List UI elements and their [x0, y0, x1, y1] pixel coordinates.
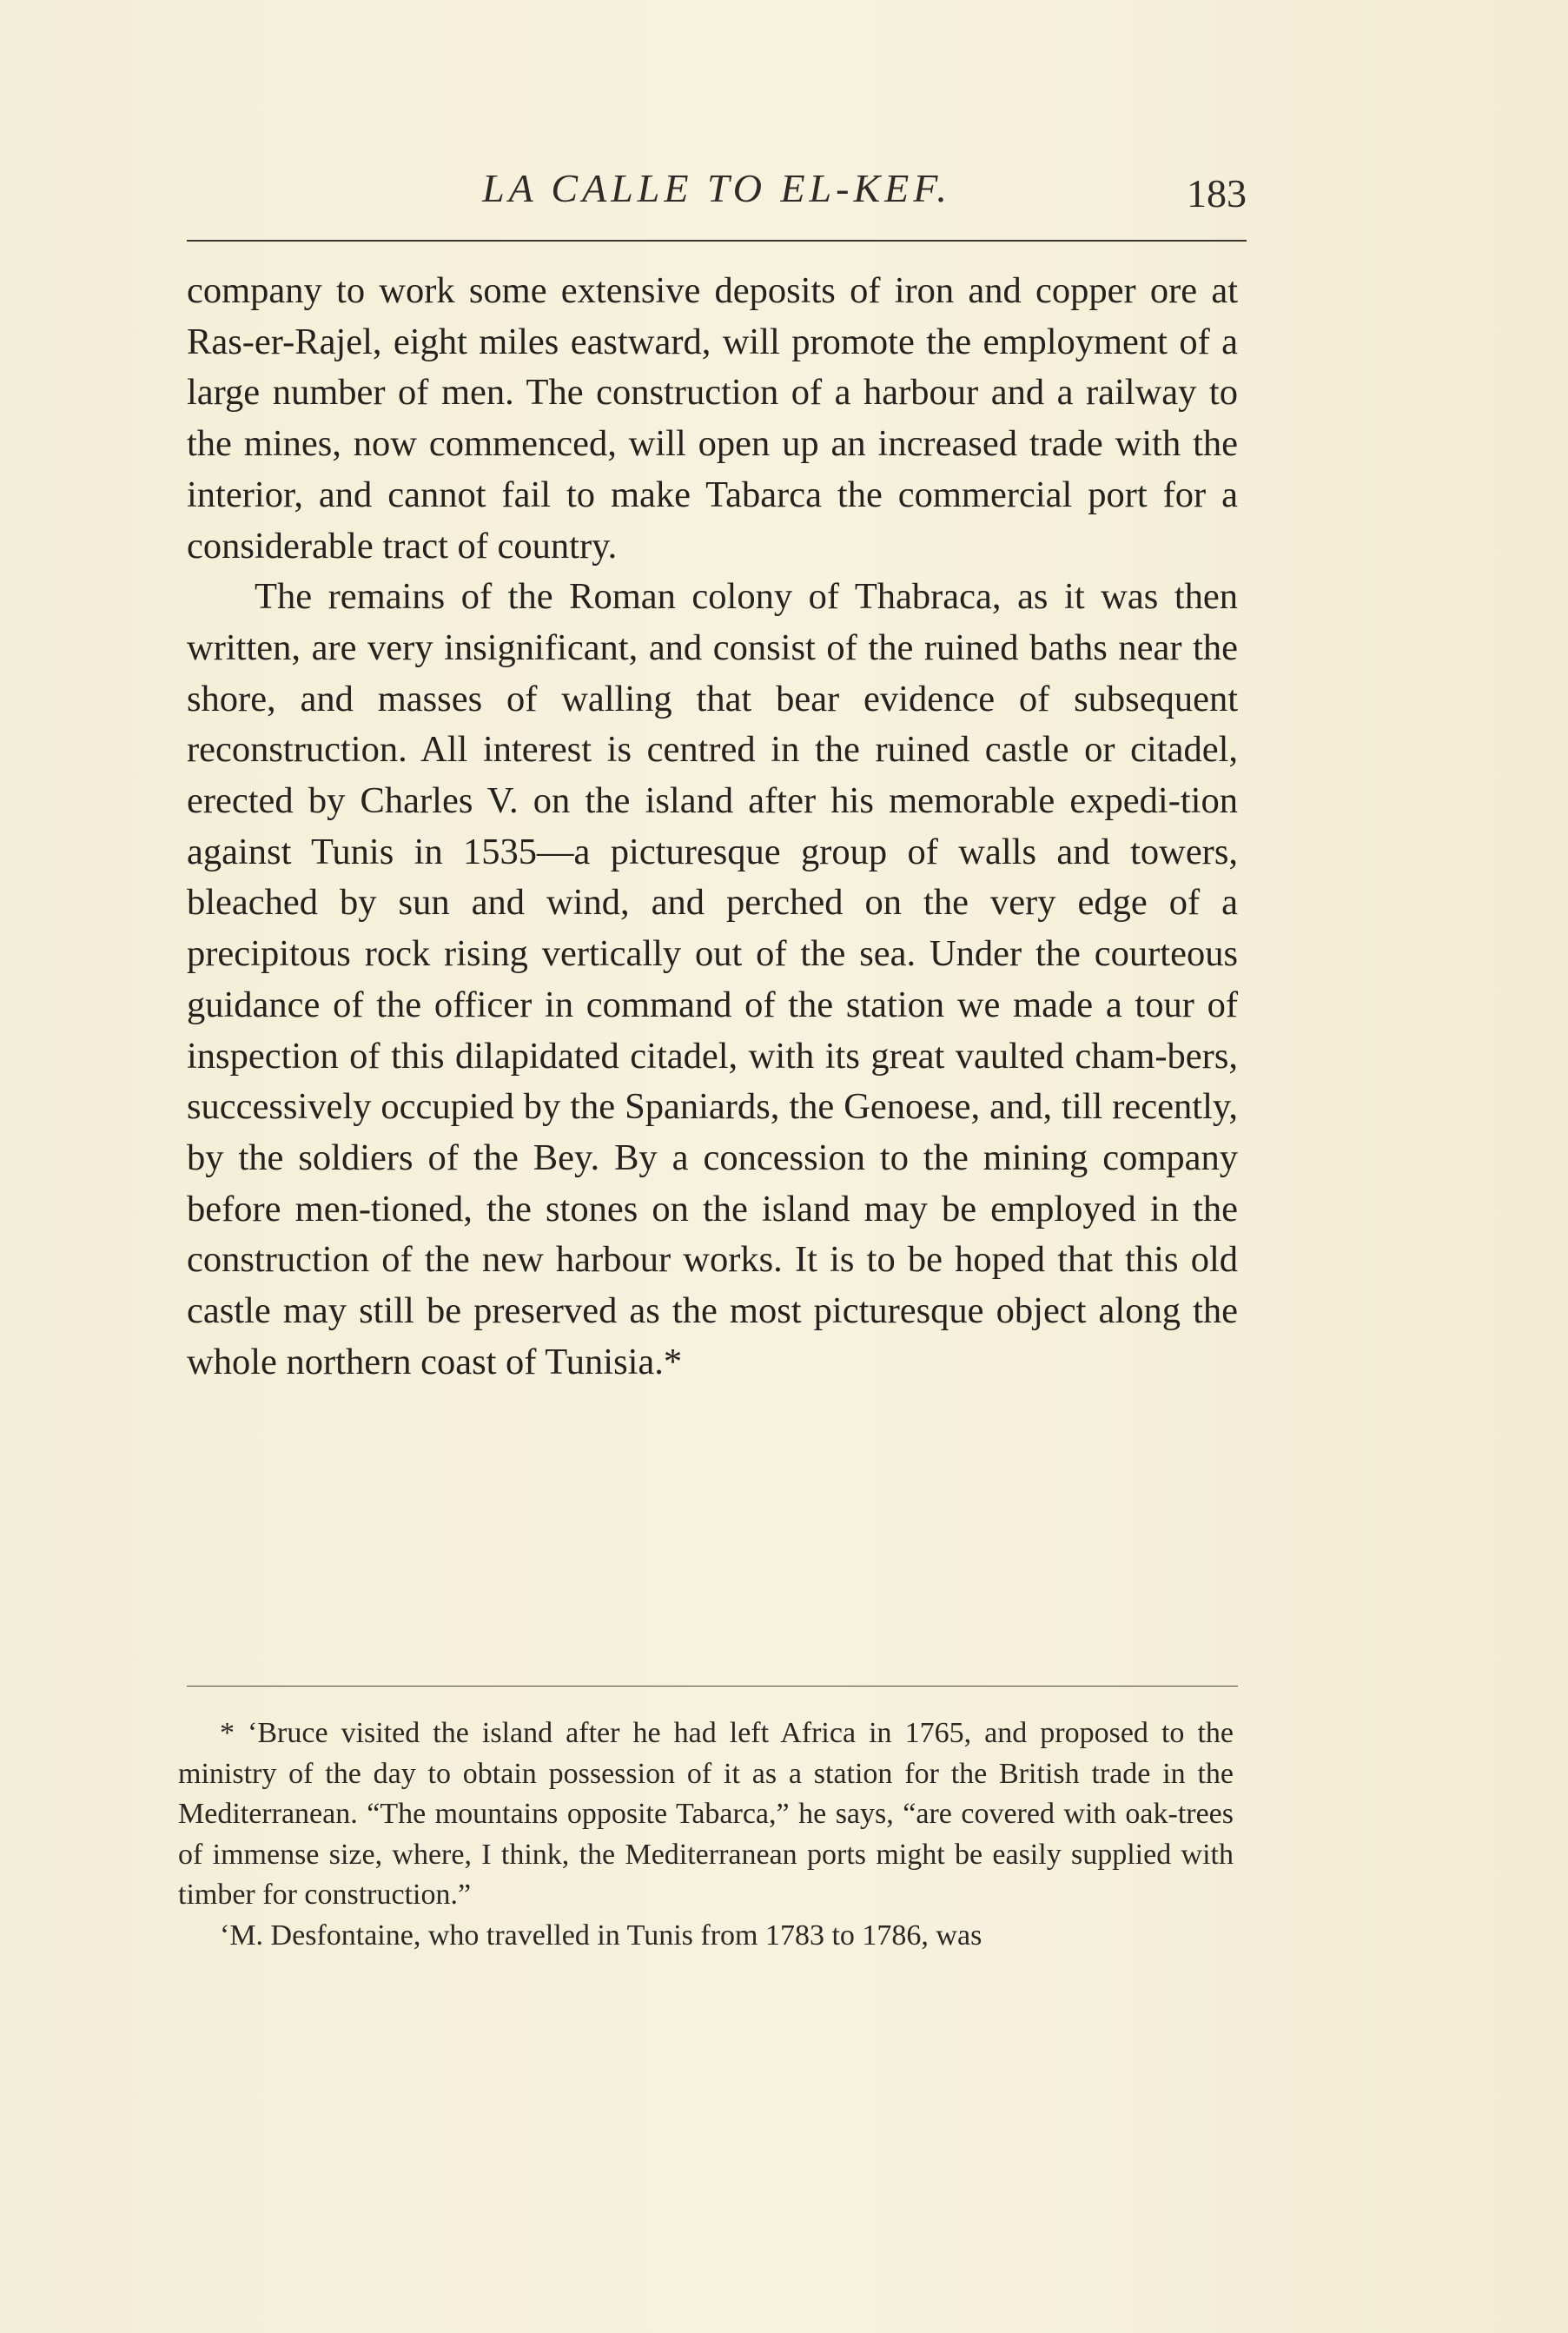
- footnote-rule: [187, 1686, 1238, 1687]
- footnotes: [178, 1713, 1234, 1956]
- paragraph-1: company to work some extensive deposits of iron and copper ore at Ras-er-Rajel, eight miles eastward, will promote the employment of a large number of men. The construction of a harbour and a railway to the mines, now commenced, will open up an increased trade with the interior, and cannot fail to make Tabarca the commercial port for a considerable tract of country.: [187, 270, 1238, 567]
- paragraph-2: The remains of the Roman colony of Thabraca, as it was then written, are very insignificant, and consist of the ruined baths near the shore, and masses of walling that bear evidence of subsequent reconstruction. All interest is centred in the ruined castle or citadel, erected by Charles V. on the island after his memorable expedi-tion against Tunis in 1535—a picturesque group of walls and towers, bleached by sun and wind, and perched on the very edge of a precipitous rock rising vertically out of the sea. Under the courteous guidance of the officer in command of the station we made a tour of inspection of this dilapidated citadel, with its great vaulted cham-bers, successively occupied by the Spaniards, the Genoese, and, till recently, by the soldiers of the Bey. By a concession to the mining company before men-tioned, the stones on the island may be employed in the construction of the new harbour works. It is to be hoped that this old castle may still be preserved as the most picturesque object along the whole northern coast of Tunisia.*: [187, 576, 1238, 1382]
- body-text: [187, 266, 1238, 1388]
- header-rule: [187, 240, 1247, 242]
- running-title: LA CALLE TO EL-KEF.: [482, 166, 951, 210]
- page-number: 183: [1187, 171, 1247, 215]
- footnote-1: * ‘Bruce visited the island after he had left Africa in 1765, and proposed to the ministry of the day to obtain possession of it as a station for the British trade in the Mediterranean. “The mountains opposite Tabarca,” he says, “are covered with oak-trees of immense size, where, I think, the Mediterranean ports might be easily supplied with timber for construction.”: [178, 1717, 1234, 1911]
- page-header: [187, 165, 1247, 235]
- footnote-2: ‘M. Desfontaine, who travelled in Tunis from 1783 to 1786, was: [220, 1919, 982, 1952]
